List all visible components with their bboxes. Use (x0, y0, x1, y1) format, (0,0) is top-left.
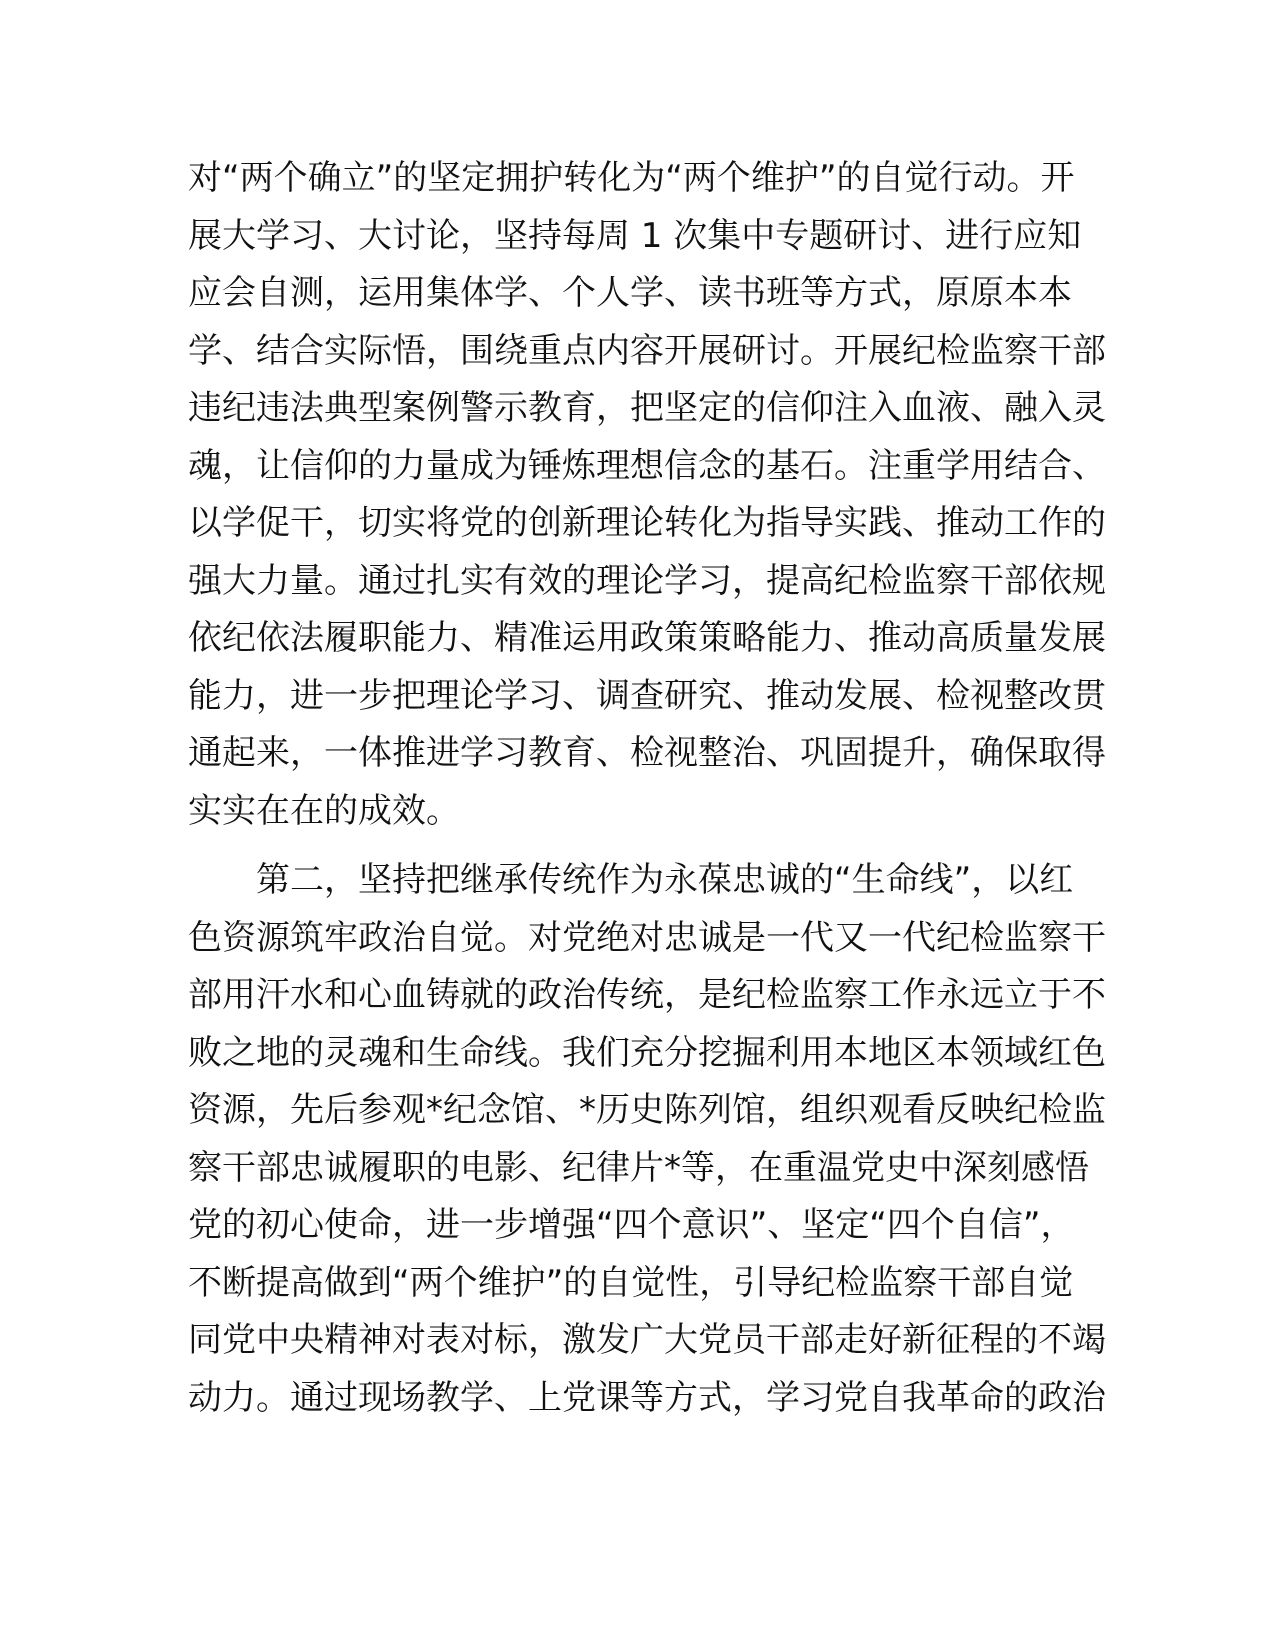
text-line: 同党中央精神对表对标，激发广大党员干部走好新征程的不竭 (188, 1320, 1106, 1360)
text-line: 不断提高做到“两个维护”的自觉性，引导纪检监察干部自觉 (188, 1262, 1074, 1303)
text-line: 动力。通过现场教学、上党课等方式，学习党自我革命的政治 (188, 1377, 1106, 1418)
text-line: 通起来，一体推进学习教育、检视整治、巩固提升，确保取得 (188, 733, 1106, 773)
paragraph-2 (188, 852, 1106, 1427)
body-text (188, 150, 1106, 1427)
text-line: 应会自测，运用集体学、个人学、读书班等方式，原原本本 (188, 273, 1072, 313)
text-line: 魂，让信仰的力量成为锤炼理想信念的基石。注重学用结合、 (188, 445, 1106, 486)
text-line: 部用汗水和心血铸就的政治传统，是纪检监察工作永远立于不 (188, 975, 1106, 1015)
text-line: 以学促干，切实将党的创新理论转化为指导实践、推动工作的 (188, 503, 1106, 543)
text-line-indented: 第二，坚持把继承传统作为永葆忠诚的“生命线”，以红 (256, 860, 1074, 900)
text-line: 展大学习、大讨论，坚持每周 1 次集中专题研讨、进行应知 (188, 215, 1082, 256)
text-line: 依纪依法履职能力、精准运用政策策略能力、推动高质量发展 (188, 618, 1106, 658)
text-line: 能力，进一步把理论学习、调查研究、推动发展、检视整改贯 (188, 675, 1106, 716)
text-line: 资源，先后参观*纪念馆、*历史陈列馆，组织观看反映纪检监 (188, 1090, 1106, 1130)
text-line: 败之地的灵魂和生命线。我们充分挖掘利用本地区本领域红色 (188, 1032, 1106, 1073)
paragraph-1 (188, 150, 1106, 840)
text-line: 色资源筑牢政治自觉。对党绝对忠诚是一代又一代纪检监察干 (188, 917, 1106, 958)
paragraph-spacer (188, 840, 1088, 852)
text-line: 强大力量。通过扎实有效的理论学习，提高纪检监察干部依规 (188, 560, 1106, 601)
text-line: 察干部忠诚履职的电影、纪律片*等，在重温党史中深刻感悟 (188, 1147, 1089, 1188)
text-line: 实实在在的成效。 (188, 790, 460, 831)
text-line: 对“两个确立”的坚定拥护转化为“两个维护”的自觉行动。开 (188, 158, 1075, 198)
text-line: 违纪违法典型案例警示教育，把坚定的信仰注入血液、融入灵 (188, 388, 1106, 428)
text-line: 学、结合实际悟，围绕重点内容开展研讨。开展纪检监察干部 (188, 330, 1106, 371)
text-line: 党的初心使命，进一步增强“四个意识”、坚定“四个自信”， (188, 1205, 1075, 1245)
